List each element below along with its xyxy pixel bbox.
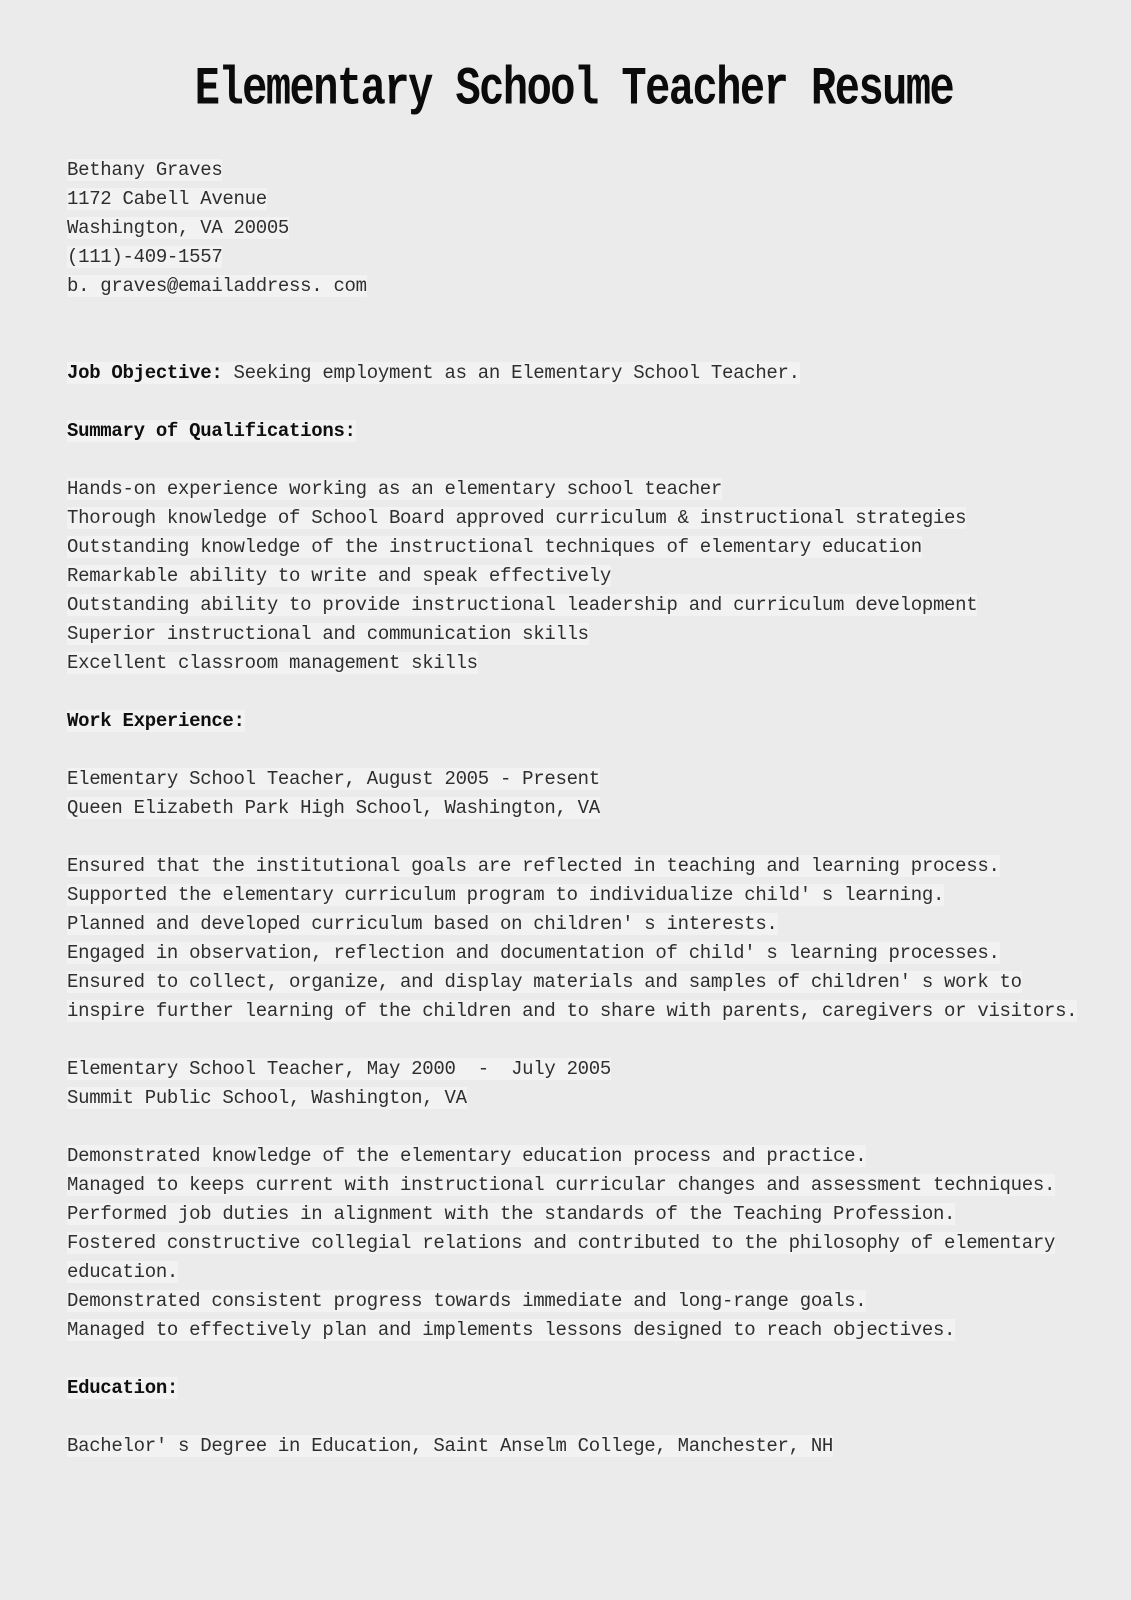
job-1-duties <box>67 852 1081 1026</box>
job-2-employer: Summit Public School, Washington, VA <box>67 1087 467 1109</box>
job-1-duty: Supported the elementary curriculum program to individualize child' s learning. <box>67 884 945 906</box>
job-objective-line <box>67 359 1081 388</box>
job-2-duty: Performed job duties in alignment with the standards of the Teaching Profession. <box>67 1203 956 1225</box>
summary-item: Excellent classroom management skills <box>67 652 478 674</box>
job-1-duty: Engaged in observation, reflection and documentation of child' s learning processes. <box>67 942 1000 964</box>
job-1-duty: Ensured that the institutional goals are reflected in teaching and learning process. <box>67 855 1000 877</box>
job-1-header <box>67 765 1081 823</box>
job-objective-label: Job Objective: <box>67 362 223 384</box>
summary-item: Thorough knowledge of School Board approved curriculum & instructional strategies <box>67 507 967 529</box>
education-line: Bachelor' s Degree in Education, Saint Anselm College, Manchester, NH <box>67 1435 834 1457</box>
education-detail <box>67 1432 1081 1461</box>
job-2-header <box>67 1055 1081 1113</box>
job-1-duty: inspire further learning of the children and to share with parents, caregivers or visitors. <box>67 1000 1078 1022</box>
job-objective-section <box>67 359 1081 388</box>
summary-item: Outstanding ability to provide instructional leadership and curriculum development <box>67 594 978 616</box>
contact-block <box>67 156 1081 301</box>
summary-list <box>67 475 1081 678</box>
work-experience-heading-block <box>67 707 1081 736</box>
job-2-duties <box>67 1142 1081 1345</box>
job-1-duty: Ensured to collect, organize, and display materials and samples of children' s work to <box>67 971 1022 993</box>
job-1-title: Elementary School Teacher, August 2005 - Present <box>67 768 600 790</box>
job-2-duty: Demonstrated consistent progress towards immediate and long-range goals. <box>67 1290 867 1312</box>
summary-item: Outstanding knowledge of the instructional techniques of elementary education <box>67 536 922 558</box>
summary-item: Hands-on experience working as an elementary school teacher <box>67 478 723 500</box>
job-1-duty: Planned and developed curriculum based on children' s interests. <box>67 913 778 935</box>
job-2-duty: Managed to keeps current with instructional curricular changes and assessment techniques. <box>67 1174 1056 1196</box>
contact-email: b. graves@emailaddress. com <box>67 275 367 297</box>
job-2-title: Elementary School Teacher, May 2000 - July 2005 <box>67 1058 611 1080</box>
contact-phone: (111)-409-1557 <box>67 246 223 268</box>
job-1-employer: Queen Elizabeth Park High School, Washington, VA <box>67 797 600 819</box>
page-title-text: Elementary School Teacher Resume <box>194 58 954 120</box>
page-title <box>67 60 1081 122</box>
job-objective-text: Seeking employment as an Elementary School Teacher. <box>222 362 800 384</box>
job-2-duty: Demonstrated knowledge of the elementary education process and practice. <box>67 1145 867 1167</box>
summary-item: Superior instructional and communication skills <box>67 623 589 645</box>
job-2-duty: education. <box>67 1261 179 1283</box>
summary-item: Remarkable ability to write and speak effectively <box>67 565 611 587</box>
work-experience-heading: Work Experience: <box>67 710 245 732</box>
contact-name: Bethany Graves <box>67 159 223 181</box>
contact-address-line2: Washington, VA 20005 <box>67 217 290 239</box>
summary-heading-block <box>67 417 1081 446</box>
education-heading-block <box>67 1374 1081 1403</box>
summary-heading: Summary of Qualifications: <box>67 420 356 442</box>
job-2-duty: Managed to effectively plan and implements lessons designed to reach objectives. <box>67 1319 956 1341</box>
education-heading: Education: <box>67 1377 179 1399</box>
job-2-duty: Fostered constructive collegial relations and contributed to the philosophy of elementary <box>67 1232 1056 1254</box>
contact-address-line1: 1172 Cabell Avenue <box>67 188 267 210</box>
